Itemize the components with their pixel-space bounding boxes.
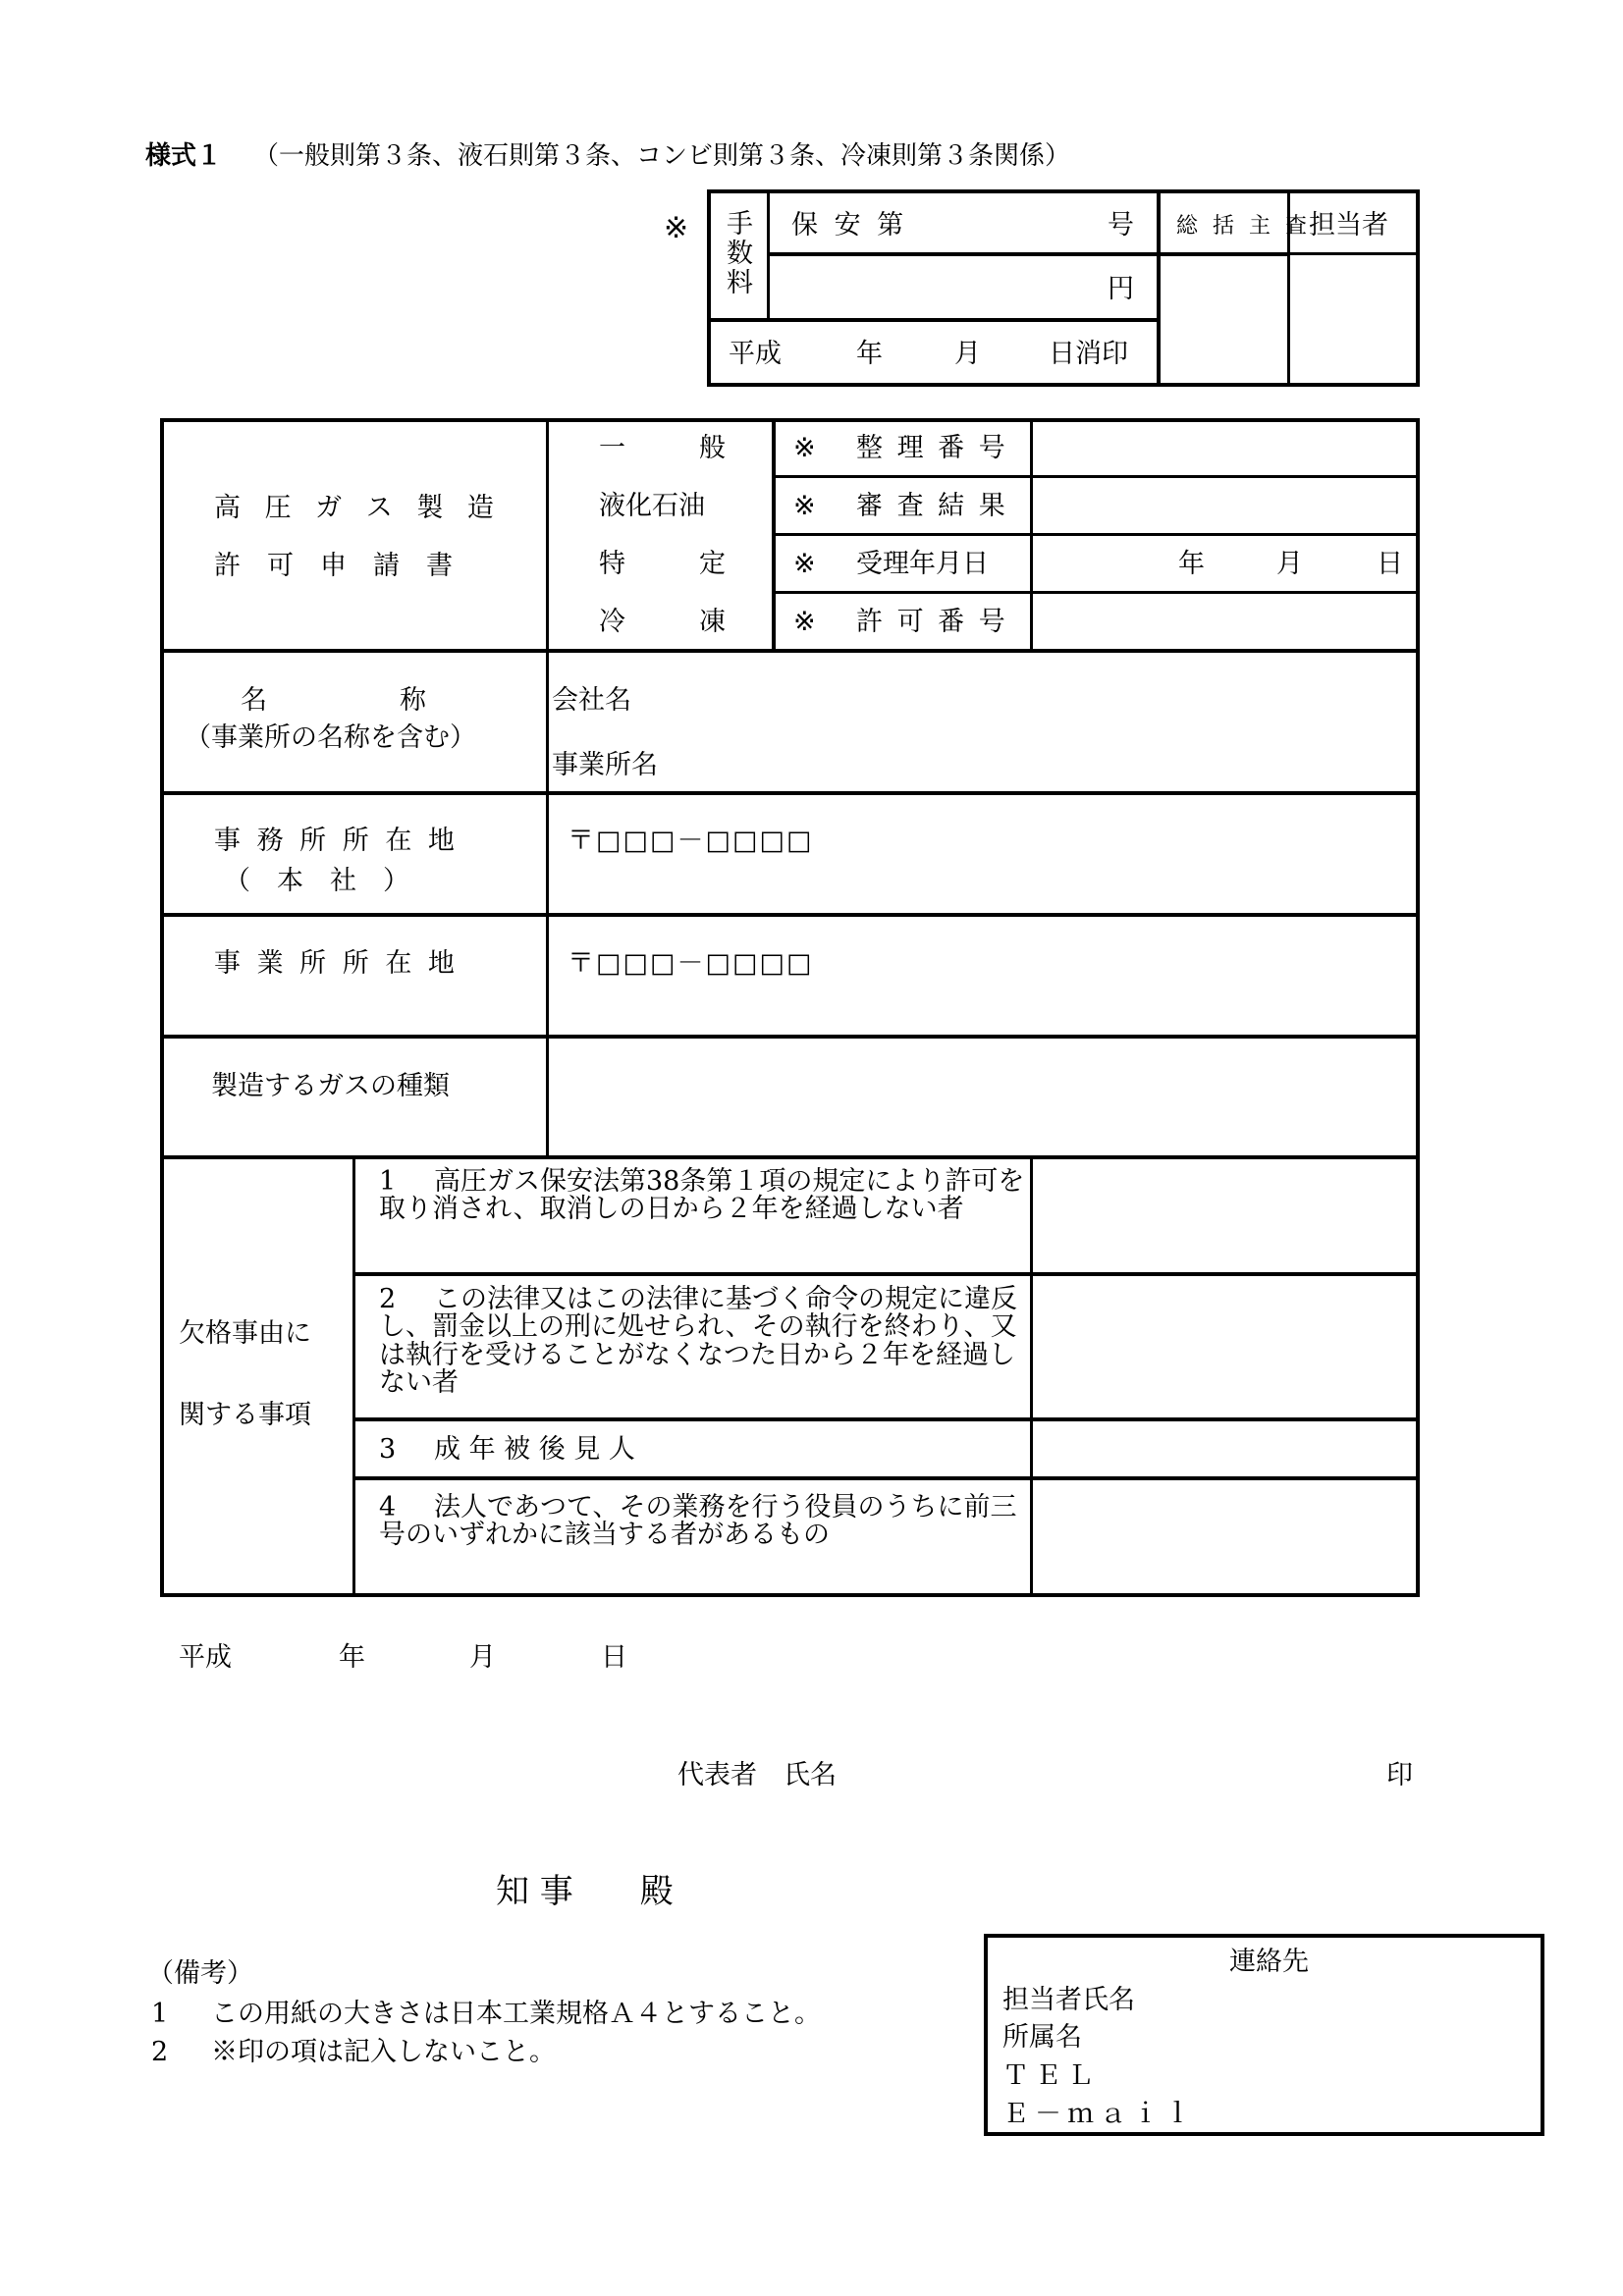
office-mark: ※ [793, 433, 816, 463]
form-title-line2: 許 可 申 請 書 [214, 551, 453, 581]
cancel-date-year: 年 [856, 339, 883, 369]
person-in-charge-stamp-field[interactable] [1292, 259, 1416, 383]
cancel-date-day-stamp: 日消印 [1049, 339, 1128, 369]
cancel-date-era: 平成 [729, 339, 782, 369]
hq-address-label: 事 務 所 所 在 地 [214, 826, 459, 856]
supervisor-stamp-field[interactable] [1163, 259, 1284, 383]
contact-department-field[interactable] [1100, 2018, 1532, 2054]
contact-email-label: Ｅ－ｍａｉｌ [1002, 2099, 1197, 2129]
site-address-field[interactable] [552, 986, 1406, 1031]
review-result-field[interactable] [1036, 480, 1415, 531]
name-label-note: （事業所の名称を含む） [185, 722, 476, 753]
permit-number-label: 許 可 番 号 [856, 607, 1008, 637]
yen-unit: 円 [1108, 274, 1134, 304]
office-name-field[interactable] [677, 742, 1404, 785]
name-label: 名 称 [241, 685, 426, 716]
site-address-label: 事 業 所 所 在 地 [214, 948, 459, 979]
reference-number-label: 整 理 番 号 [856, 433, 1008, 463]
office-use-mark: ※ [664, 211, 689, 245]
disqualification-item-4: 4 法人であつて、その業務を行う役員のうちに前三号のいずれかに該当する者があるもの [379, 1492, 1017, 1551]
contact-person-label: 担当者氏名 [1002, 1985, 1135, 2015]
form-number: 様式１ [145, 141, 223, 171]
receipt-day-unit: 日 [1377, 549, 1403, 579]
office-name-label: 事業所名 [552, 750, 658, 780]
disqualification-item-1: 1 高圧ガス保安法第38条第１項の規定により許可を取り消され、取消しの日から２年を経過しない者 [379, 1166, 1025, 1225]
representative-name-label: 代表者 氏名 [677, 1760, 837, 1790]
receipt-year-unit: 年 [1178, 549, 1205, 579]
contact-email-field[interactable] [1178, 2095, 1532, 2130]
contact-department-label: 所属名 [1002, 2022, 1082, 2053]
reference-number-field[interactable] [1036, 422, 1415, 473]
hq-address-field[interactable] [552, 864, 1406, 909]
addressee: 知 事 殿 [496, 1872, 674, 1911]
contact-person-field[interactable] [1149, 1981, 1532, 2016]
hoan-number-suffix: 号 [1108, 210, 1134, 240]
receipt-date-label: 受理年月日 [856, 549, 989, 579]
review-result-label: 審 査 結 果 [856, 491, 1008, 521]
hq-postal-code-field[interactable]: 〒□□□－□□□□ [568, 826, 814, 856]
gas-type-label: 製造するガスの種類 [211, 1071, 450, 1101]
contact-tel-label: ＴＥＬ [1002, 2060, 1100, 2091]
disqualification-item-3: 3 成 年 被 後 見 人 [379, 1434, 635, 1465]
contact-title: 連絡先 [1229, 1947, 1309, 1977]
person-in-charge-label: 担当者 [1309, 210, 1388, 240]
disqualification-answer-3[interactable] [1036, 1423, 1415, 1474]
disqualification-label-2: 関する事項 [179, 1400, 311, 1430]
supervisor-label: 総 括 主 査 [1176, 214, 1311, 239]
office-mark: ※ [793, 607, 816, 637]
seal-mark: 印 [1386, 1760, 1413, 1790]
company-name-field[interactable] [648, 677, 1404, 721]
office-mark: ※ [793, 549, 816, 579]
company-name-label: 会社名 [552, 685, 631, 716]
office-mark: ※ [793, 491, 816, 521]
disqualification-item-2: 2 この法律又はこの法律に基づく命令の規定に違反し、罰金以上の刑に処せられ、その執行を終わり、又は執行を受けることがなくなつた日から２年を経過しない者 [379, 1284, 1017, 1399]
hoan-number-prefix: 保 安 第 [791, 210, 908, 240]
form-title-line1: 高 圧 ガ ス 製 造 [214, 493, 502, 523]
form-reference: （一般則第３条、液石則第３条、コンビ則第３条、冷凍則第３条関係） [253, 141, 1071, 171]
receipt-date-field[interactable] [1036, 538, 1415, 589]
permit-number-field[interactable] [1036, 596, 1415, 647]
disqualification-answer-4[interactable] [1036, 1482, 1415, 1592]
fee-amount-field[interactable] [776, 259, 1100, 314]
contact-tel-field[interactable] [1100, 2056, 1532, 2092]
notes-heading: （備考） [147, 1958, 253, 1989]
cancel-date-month: 月 [954, 339, 981, 369]
receipt-month-unit: 月 [1276, 549, 1303, 579]
disqualification-answer-2[interactable] [1036, 1278, 1415, 1415]
hq-address-label-note: （ 本 社 ） [224, 866, 409, 896]
disqualification-label: 欠格事由に [179, 1318, 311, 1349]
disqualification-answer-1[interactable] [1036, 1160, 1415, 1270]
hoan-number-field[interactable] [884, 196, 1100, 247]
gas-type-field[interactable] [552, 1041, 1414, 1150]
fee-label: 手 数 料 [727, 209, 753, 299]
representative-name-field[interactable] [874, 1752, 1365, 1795]
site-postal-code-field[interactable]: 〒□□□－□□□□ [568, 948, 814, 979]
